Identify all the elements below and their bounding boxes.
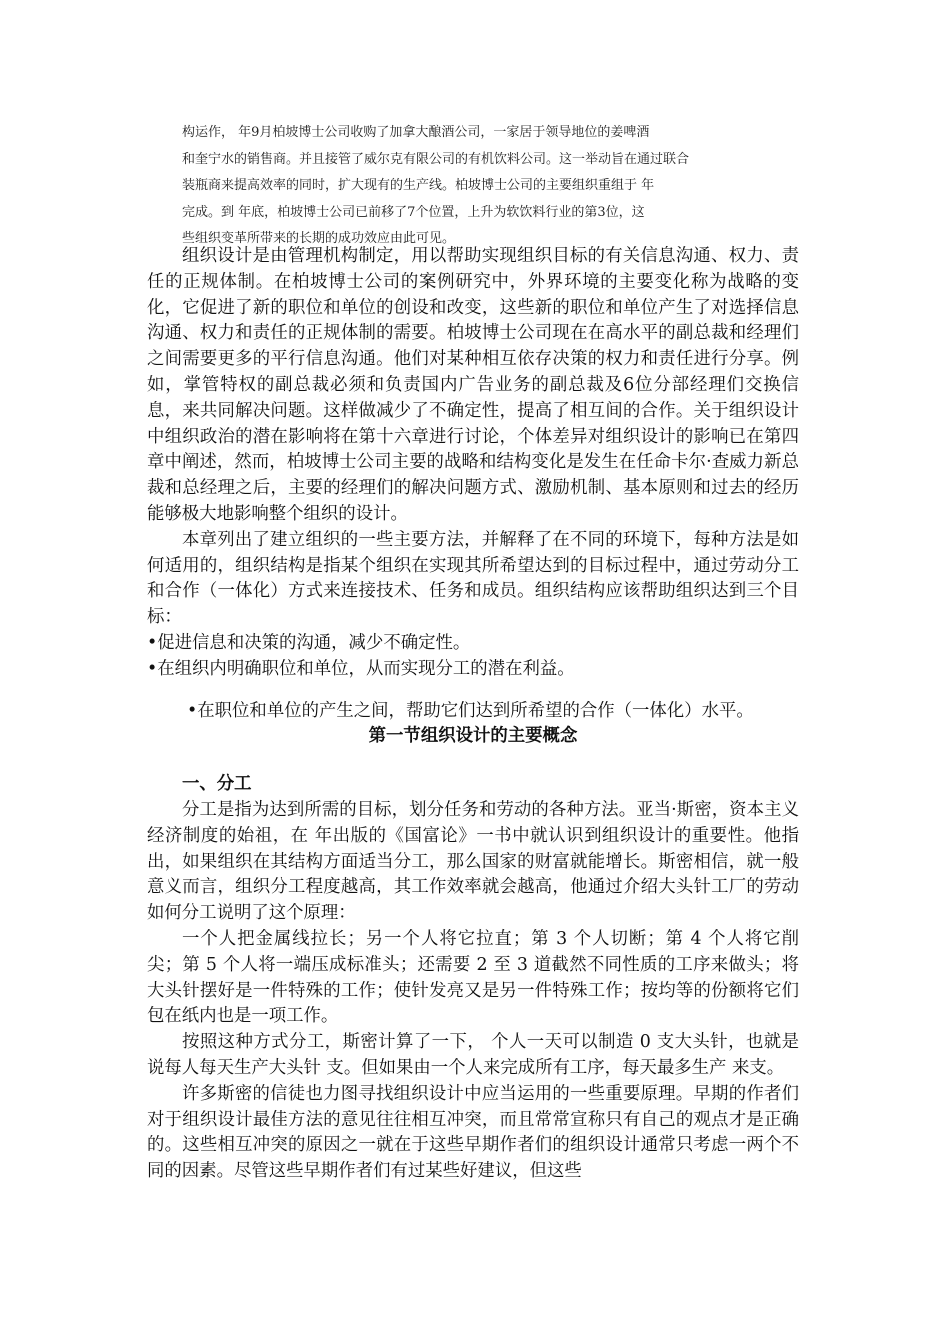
case-study-line: 完成。到 年底，柏坡博士公司已前移了7个位置，上升为软饮料行业的第3位，这 [182, 204, 645, 220]
paragraph-chapter-intro: 本章列出了建立组织的一些主要方法，并解释了在不同的环境下，每种方法是如何适用的，组织结构是指某个组织在实现其所希望达到的目标过程中，通过劳动分工和合作（一体化）方式来连接技术、任务和成员。组织结构应该帮助组织达到三个目标： [147, 529, 799, 628]
section-title: 第一节组织设计的主要概念 [368, 726, 578, 747]
bullet-item: •促进信息和决策的沟通，减少不确定性。 [147, 632, 471, 653]
case-study-line: 构运作， 年9月柏坡博士公司收购了加拿大酿酒公司，一家居于领导地位的姜啤酒 [182, 125, 650, 140]
bullet-item: •在职位和单位的产生之间，帮助它们达到所希望的合作（一体化）水平。 [187, 700, 754, 721]
paragraph-smith-calculation: 按照这种方式分工，斯密计算了一下， 个人一天可以制造 0 支大头针，也就是说每人每天生产大头针 支。但如果由一个人来完成所有工序，每天最多生产 来支。 [147, 1032, 799, 1078]
paragraph-pin-factory: 一个人把金属线拉长；另一个人将它拉直；第 3 个人切断；第 4 个人将它削尖；第 5 个人将一端压成标准头；还需要 2 至 3 道截然不同性质的工序来做头；将大头针摆好是一件特殊的工作；使针发亮又是另一件特殊工作；按均等的份额将它们包在纸内也是一项工作。 [147, 928, 799, 1027]
case-study-line: 些组织变革所带来的长期的成功效应由此可见。 [182, 231, 456, 247]
bullet-item: •在组织内明确职位和单位，从而实现分工的潜在利益。 [147, 658, 575, 679]
paragraph-org-design: 组织设计是由管理机构制定，用以帮助实现组织目标的有关信息沟通、权力、责任的正规体制。在柏坡博士公司的案例研究中，外界环境的主要变化称为战略的变化，它促进了新的职位和单位的创设和改变，这些新的职位和单位产生了对选择信息沟通、权力和责任的正规体制的需要。柏坡博士公司现在在高水平的副总裁和经理们之间需要更多的平行信息沟通。他们对某种相互依存决策的权力和责任进行分享。例如，掌管特权的副总裁必须和负责国内广告业务的副总裁及6位分部经理们交换信息，来共同解决问题。这样做减少了不确定性，提高了相互间的合作。关于组织设计中组织政治的潜在影响将在第十六章进行讨论，个体差异对组织设计的影响已在第四章中阐述，然而，柏坡博士公司主要的战略和结构变化是发生在任命卡尔·查威力新总裁和总经理之后，主要的经理们的解决问题方式、激励机制、基本原则和过去的经历能够极大地影响整个组织的设计。 [147, 246, 799, 524]
main-text [147, 244, 799, 1185]
case-study-line: 装瓶商来提高效率的同时，扩大现有的生产线。柏坡博士公司的主要组织重组于 年 [182, 178, 655, 194]
paragraph-division-of-labor: 分工是指为达到所需的目标，划分任务和劳动的各种方法。亚当·斯密，资本主义经济制度的始祖，在 年出版的《国富论》一书中就认识到组织设计的重要性。他指出，如果组织在其结构方面适当分工，那么国家的财富就能增长。斯密相信，就一般意义而言，组织分工程度越高，其工作效率就会越高，他通过介绍大头针工厂的劳动如何分工说明了这个原理： [147, 799, 799, 924]
subsection-title: 一、分工 [182, 774, 252, 795]
paragraph-followers: 许多斯密的信徒也力图寻找组织设计中应当运用的一些重要原理。早期的作者们对于组织设计最佳方法的意见往往相互冲突，而且常常宣称只有自己的观点才是正确的。这些相互冲突的原因之一就在于这些早期作者们的组织设计通常只考虑一两个不同的因素。尽管这些早期作者们有过某些好建议，但这些 [147, 1083, 799, 1182]
case-study-line: 和奎宁水的销售商。并且接管了威尔克有限公司的有机饮料公司。这一举动旨在通过联合 [182, 151, 690, 167]
case-study-excerpt [182, 120, 762, 253]
